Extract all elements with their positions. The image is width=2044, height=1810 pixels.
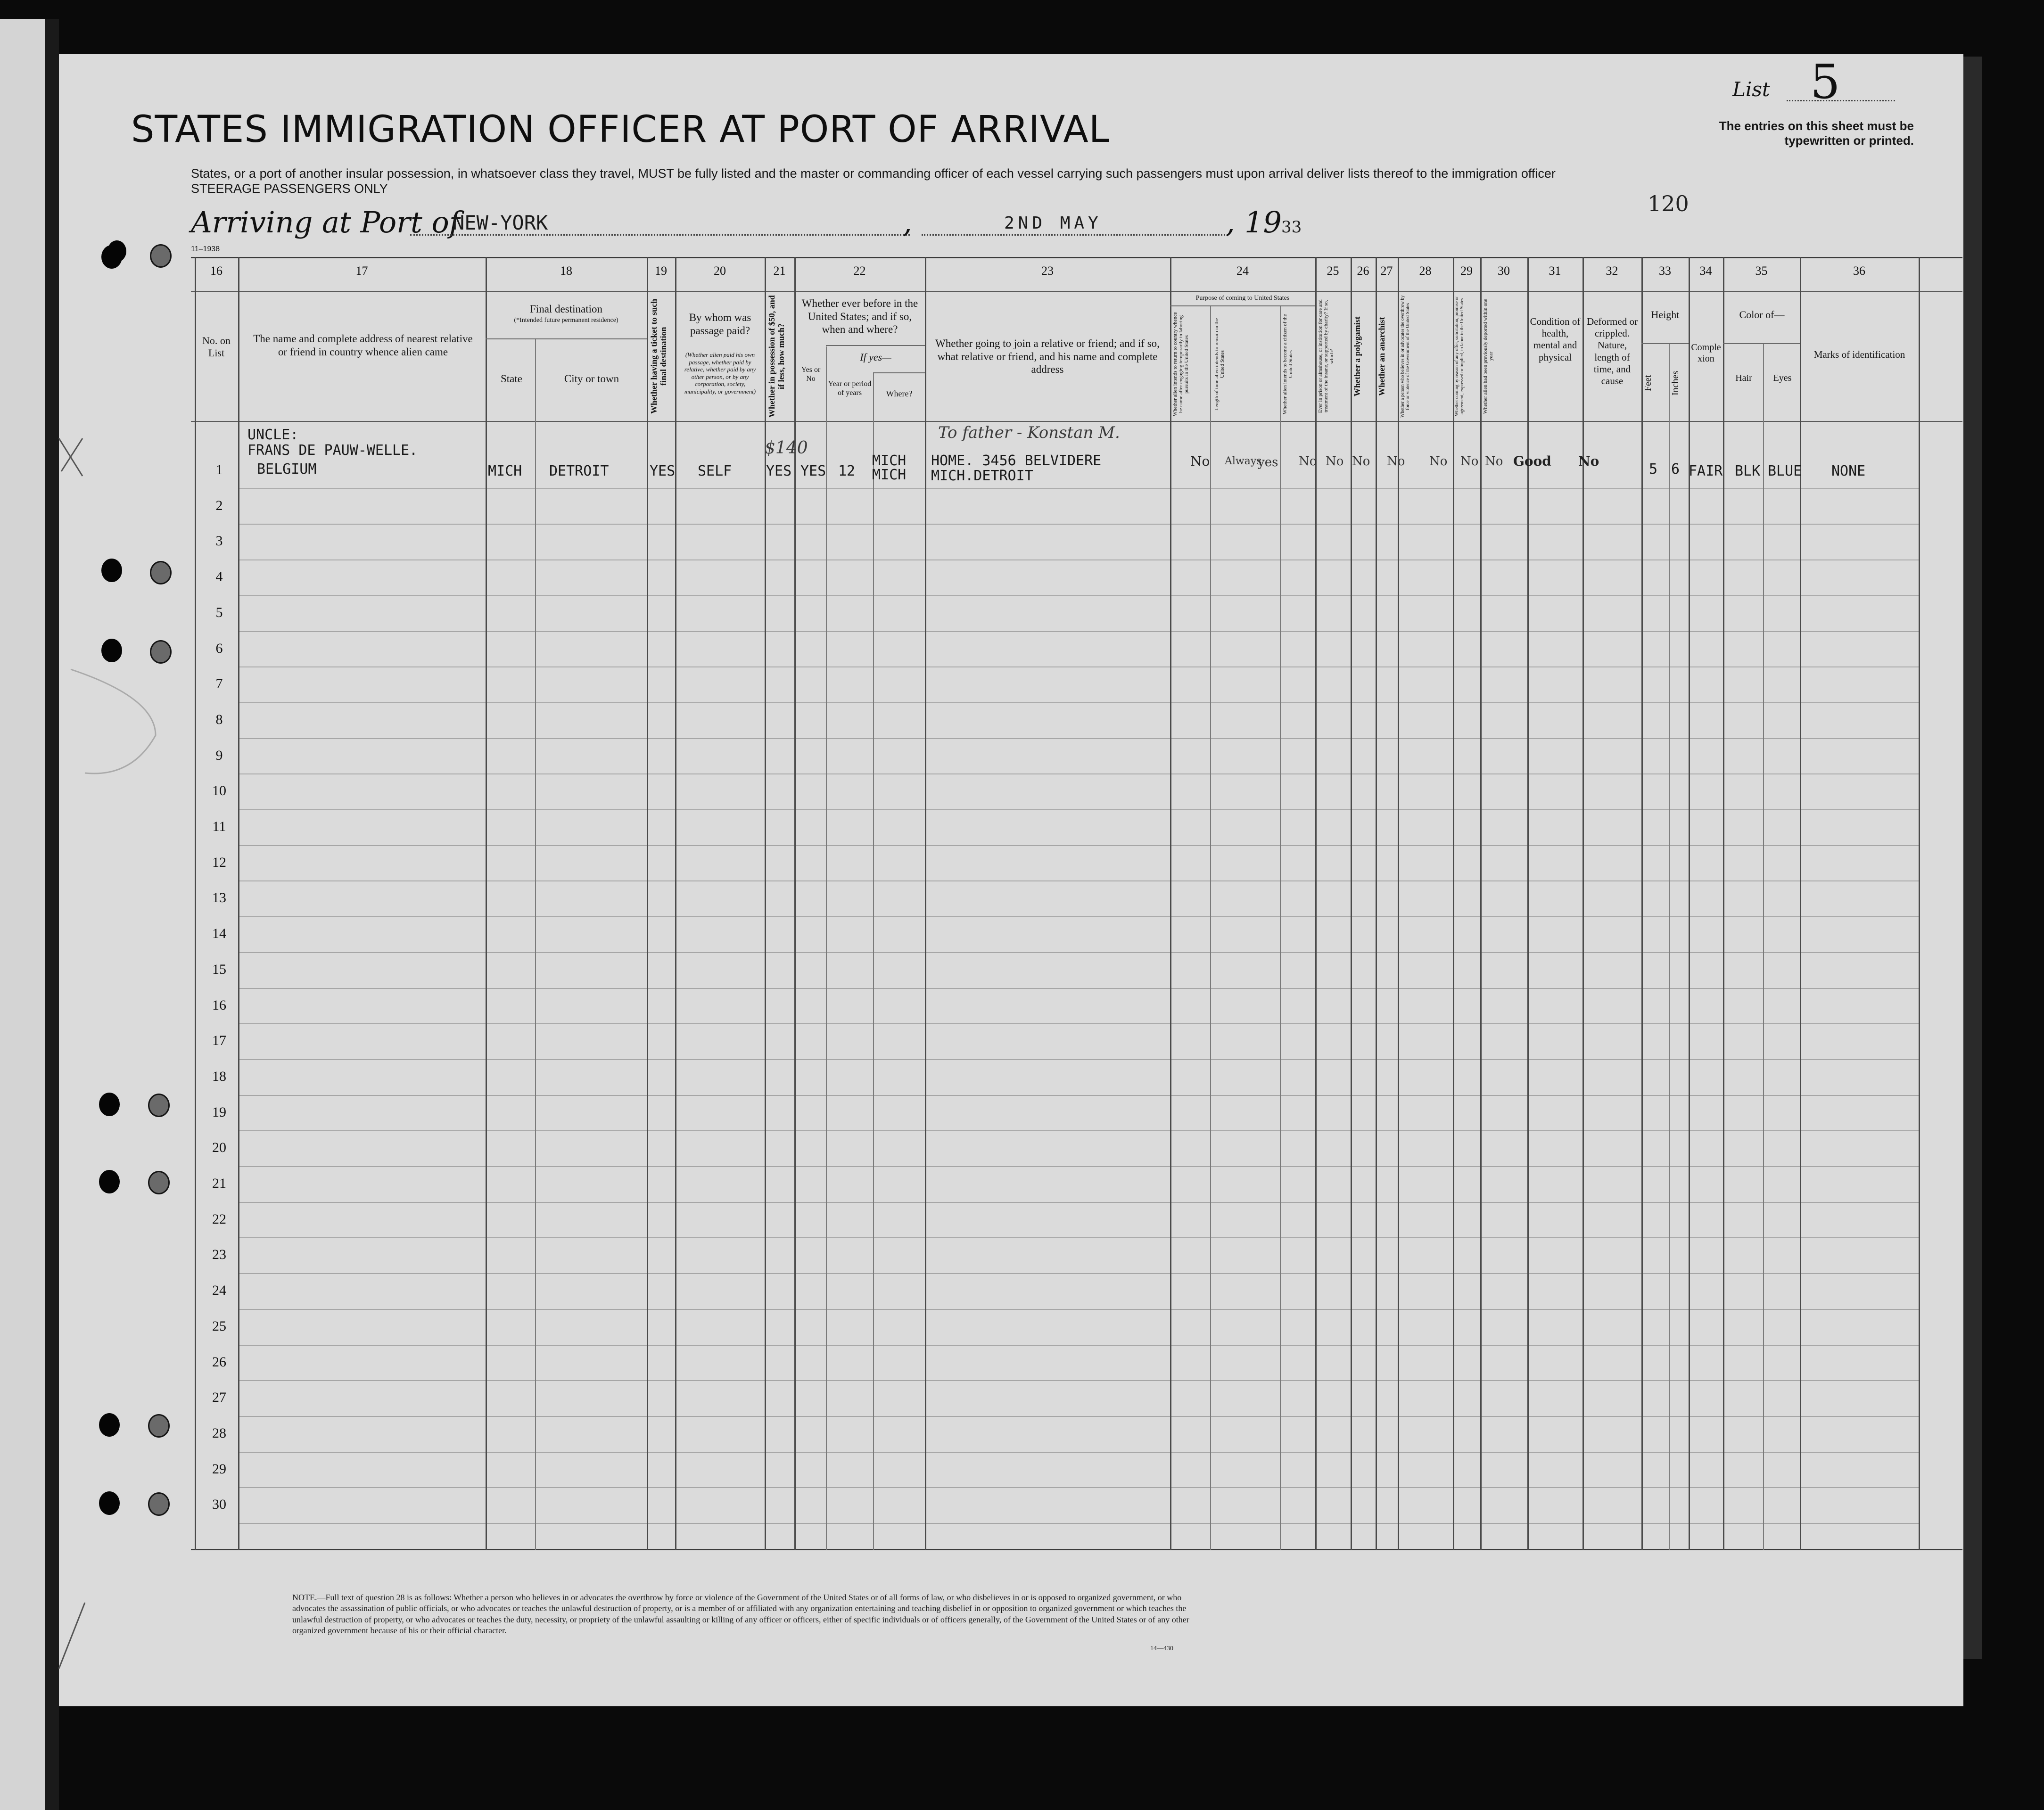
row-number: 28 [212,1425,226,1441]
row-number: 27 [212,1390,226,1405]
col-number: 33 [1659,264,1671,278]
header-color-of: Color of— [1739,309,1785,321]
entry-city: DETROIT [549,463,609,479]
col-number: 23 [1041,264,1054,278]
header-deported: Whether alien had been previously deported within one year [1483,298,1494,414]
header-yes-or-no: Yes or No [801,366,821,383]
entry-inches: 6 [1671,461,1680,477]
entry-ticket: YES [650,463,676,479]
entry-overthrow: No [1429,454,1448,469]
col-number: 22 [853,264,866,278]
header-if-yes: If yes— [860,351,891,363]
header-passage: By whom was passage paid? [689,312,751,337]
entry-citizen-no: No [1299,454,1317,469]
entry-relative-name: FRANS DE PAUW-WELLE. [247,442,418,459]
header-city: City or town [564,373,619,385]
col-number: 32 [1606,264,1618,278]
entry-marks: NONE [1831,463,1866,479]
year-prefix: 19 [1245,205,1282,239]
row-number: 11 [212,819,226,834]
entry-join-handwritten: To father - Konstan M. [938,423,1120,442]
entry-offer: No [1460,454,1479,469]
header-hair: Hair [1735,373,1752,383]
header-complexion: Complexion [1691,342,1721,364]
col-number: 34 [1699,264,1712,278]
header-anarchist: Whether an anarchist [1377,317,1386,396]
entry-state: MICH [488,463,522,479]
header-purpose-return: Whether alien intends to return to country whence he came after engaging temporarily in laboring pursuits in the United States [1172,312,1190,416]
entry-hair: BLK [1735,463,1761,479]
col-number: 36 [1853,264,1865,278]
date-value: 2ND MAY [1004,214,1102,233]
header-where: Where? [886,389,913,398]
entry-prison: No [1326,454,1344,469]
col-number: 35 [1755,264,1768,278]
row-number: 30 [212,1497,226,1512]
row-number: 14 [212,926,226,941]
col-number: 27 [1380,264,1393,278]
header-no-on-list: No. on List [202,335,231,359]
entry-health: Good [1513,453,1551,469]
form-code: 11–1938 [191,245,220,253]
entry-years: 12 [838,463,856,479]
col-number: 17 [355,264,368,278]
col-number: 29 [1460,264,1473,278]
instructions: The entries on this sheet must be typewritten or printed. [1719,119,1914,148]
row-number: 20 [212,1140,226,1155]
port-value: NEW-YORK [453,211,548,234]
row-number: 13 [212,890,226,905]
entry-eyes: BLUE [1768,463,1802,479]
footnote-code: 14—430 [1150,1645,1173,1652]
entry-where-1: MICH [872,452,907,469]
col-number: 31 [1549,264,1561,278]
row-number: 9 [215,748,223,763]
header-inches: Inches [1670,370,1681,395]
header-marks: Marks of identification [1813,349,1905,360]
entry-join-1: HOME. 3456 BELVIDERE [931,452,1102,469]
row-number: 5 [215,605,223,620]
header-purpose-length: Length of time alien intends to remain in the United States [1214,318,1226,411]
entry-money: YES [766,463,792,479]
row-number: 24 [212,1283,226,1298]
header-relative: The name and complete address of nearest relative or friend in country whence alien came [253,333,473,358]
header-passage-note: (Whether alien paid his own passage, whether paid by relative, whether paid by any other person, or by any corporation, society, municipality, or government) [684,351,756,395]
col-number: 24 [1236,264,1249,278]
entry-relation: UNCLE: [247,427,299,443]
entry-passage: SELF [698,463,732,479]
comma: , [1226,205,1235,239]
entry-citizen: yes [1258,455,1278,469]
entry-relative-country: BELGIUM [257,461,317,477]
form-subtitle: States, or a port of another insular possession, in whatsoever class they travel, MUST be fully listed and the master or commanding officer of each vessel carrying such passengers must upon arrival deliver lists thereof to the immigration officer [191,166,1556,181]
row-number: 26 [212,1354,226,1370]
col-number: 25 [1327,264,1339,278]
year-suffix: 33 [1281,218,1302,237]
row-number: 19 [212,1104,226,1120]
header-year-period: Year or period of years [828,380,872,397]
row-number: 7 [215,676,223,691]
entry-where-2: MICH [872,467,907,483]
row-number: 15 [212,962,226,977]
row-number: 6 [215,641,223,656]
arriving-label: Arriving at Port of [191,205,460,239]
header-feet: Feet [1643,375,1653,391]
header-purpose-citizen: Whether alien intends to become a citizen of the United States [1282,314,1294,414]
col-number: 30 [1498,264,1510,278]
header-state: State [501,373,522,385]
list-number: 5 [1810,54,1840,109]
row-number: 3 [215,533,223,549]
row-number: 2 [215,498,223,513]
page-number: 120 [1648,191,1689,216]
entry-deformed: No [1578,453,1599,469]
row-number: 29 [212,1461,226,1477]
comma: , [903,205,912,239]
header-purpose: Purpose of coming to United States [1195,295,1290,302]
entry-deported: No [1485,454,1503,469]
header-polygamist: Whether a polygamist [1352,316,1362,396]
row-number: 12 [212,855,226,870]
col-number: 18 [560,264,572,278]
row-number: 10 [212,783,226,798]
header-offer: Whether coming by reason of any offer, solicitation, promise or agreement, expressed or implied, to labor in the United States [1454,296,1465,417]
header-overthrow: Whether a person who believes in or advocates the overthrow by force or violence of the Government of the United States [1400,295,1410,418]
row-number: 23 [212,1247,226,1262]
header-final-destination: Final destination [530,303,602,315]
header-before-us: Whether ever before in the United States; and if so, when and where? [801,297,918,336]
header-ticket: Whether having a ticket to such final destination [649,298,668,414]
entry-polygamist: No [1352,454,1370,469]
steerage-label: STEERAGE PASSENGERS ONLY [191,181,388,196]
entry-feet: 5 [1649,461,1658,477]
header-eyes: Eyes [1773,373,1792,383]
row-number: 22 [212,1211,226,1227]
header-prison: Ever in prison or almshouse, or institution for care and treatment of the insane, or supported by charity? If so, which? [1318,299,1335,413]
col-number: 21 [773,264,786,278]
row-number: 16 [212,997,226,1013]
row-number: 25 [212,1318,226,1334]
row-number: 8 [215,712,223,727]
entry-anarchist: No [1387,454,1405,469]
col-number: 16 [210,264,223,278]
entry-complexion: FAIR [1689,463,1723,479]
col-number: 20 [714,264,726,278]
entry-join-2: MICH.DETROIT [931,468,1033,484]
entry-money-handwritten: $140 [765,438,808,458]
entry-before: YES [800,463,826,479]
row-number: 4 [215,569,223,584]
col-number: 28 [1419,264,1432,278]
header-health: Condition of health, mental and physical [1530,316,1581,363]
list-label: List [1732,78,1770,101]
header-money: Whether in possession of $50, and if less, how much? [767,295,786,418]
row-number: 18 [212,1069,226,1084]
row-number: 17 [212,1033,226,1048]
footnote: NOTE.—Full text of question 28 is as follows: Whether a person who believes in or advocates the overthrow by force or violence of the Government of the United States or of all forms of law, or who disbelieves in or is opposed to organized government, or who advocates the assassination of public officials, or who advocates or teaches the unlawful destruction of property, or is a member of or affiliated with any organization entertaining and teaching disbelief in or opposition to organized government or which teaches the unlawful destruction of property, or who advocates or teaches the duty, necessity, or propriety of the unlawful assaulting or killing of any officer or officers, either of specific individuals or of officers generally, of the Government of the United States or of any other organized government because of his or their official character. [292,1593,1189,1636]
header-deformed: Deformed or crippled. Nature, length of time, and cause [1587,316,1638,387]
header-height: Height [1651,309,1680,321]
row-number: 1 [215,462,223,477]
col-number: 19 [655,264,667,278]
header-final-destination-note: (*Intended future permanent residence) [514,317,618,324]
entry-return: No [1190,453,1210,469]
row-number: 21 [212,1176,226,1191]
header-join: Whether going to join a relative or friend; and if so, what relative or friend, and his name and complete address [935,337,1160,376]
entry-length: Always [1225,455,1262,467]
form-title: STATES IMMIGRATION OFFICER AT PORT OF ARRIVAL [131,108,1110,151]
col-number: 26 [1357,264,1369,278]
